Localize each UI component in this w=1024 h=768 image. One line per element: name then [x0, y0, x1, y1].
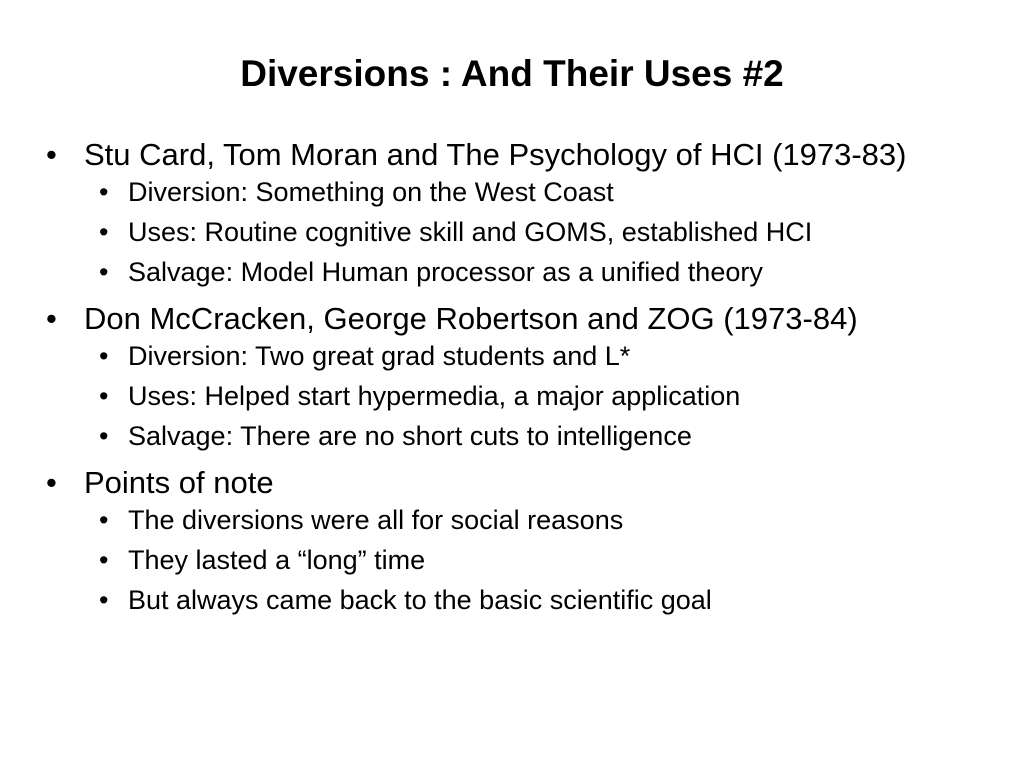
sub-bullet-text: Uses: Routine cognitive skill and GOMS, established HCI — [128, 217, 813, 247]
bullet-marker: • — [46, 301, 57, 336]
sub-bullet-marker: • — [99, 381, 109, 411]
sub-bullet-marker: • — [99, 257, 109, 287]
sub-bullet-marker: • — [99, 177, 109, 207]
bullet-item — [46, 135, 976, 299]
sub-bullet-item — [84, 254, 976, 294]
sub-bullet-marker: • — [99, 545, 109, 575]
sub-bullet-text: Diversion: Two great grad students and L* — [128, 341, 631, 371]
bullet-text: Don McCracken, George Robertson and ZOG (1973-84) — [84, 301, 858, 336]
slide-title: Diversions : And Their Uses #2 — [240, 53, 784, 94]
sub-bullet-list — [84, 338, 976, 458]
sub-bullet-text: Salvage: There are no short cuts to intelligence — [128, 421, 692, 451]
sub-bullet-item — [84, 418, 976, 458]
bullet-text: Points of note — [84, 465, 274, 500]
sub-bullet-text: The diversions were all for social reasons — [128, 505, 624, 535]
sub-bullet-marker: • — [99, 585, 109, 615]
sub-bullet-text: Salvage: Model Human processor as a unified theory — [128, 257, 763, 287]
sub-bullet-marker: • — [99, 505, 109, 535]
sub-bullet-marker: • — [99, 421, 109, 451]
sub-bullet-list — [84, 174, 976, 294]
sub-bullet-text: Diversion: Something on the West Coast — [128, 177, 614, 207]
sub-bullet-text: Uses: Helped start hypermedia, a major application — [128, 381, 741, 411]
sub-bullet-item — [84, 582, 976, 622]
sub-bullet-item — [84, 502, 976, 542]
sub-bullet-item — [84, 214, 976, 254]
sub-bullet-text: But always came back to the basic scientific goal — [128, 585, 712, 615]
bullet-text: Stu Card, Tom Moran and The Psychology of HCI (1973-83) — [84, 137, 907, 172]
sub-bullet-item — [84, 378, 976, 418]
sub-bullet-item — [84, 174, 976, 214]
bullet-item — [46, 299, 976, 463]
sub-bullet-text: They lasted a “long” time — [128, 545, 426, 575]
bullet-marker: • — [46, 137, 57, 172]
sub-bullet-item — [84, 338, 976, 378]
sub-bullet-item — [84, 542, 976, 582]
sub-bullet-marker: • — [99, 341, 109, 371]
bullet-item — [46, 463, 976, 627]
bullet-marker: • — [46, 465, 57, 500]
bullet-list — [46, 135, 976, 627]
sub-bullet-marker: • — [99, 217, 109, 247]
sub-bullet-list — [84, 502, 976, 622]
